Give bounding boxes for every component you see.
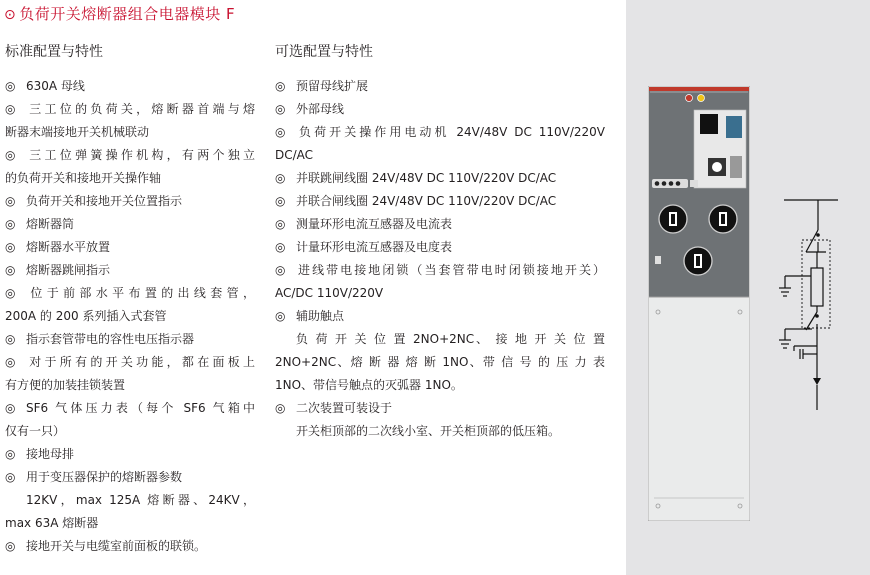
feature-text: 200A 的 200 系列插入式套管 [5, 309, 167, 323]
feature-line [5, 328, 255, 351]
bullet-icon: ◎ [275, 125, 286, 139]
feature-line [275, 190, 605, 213]
bullet-icon: ◎ [5, 332, 16, 346]
feature-line [275, 328, 605, 351]
bullet-icon: ◎ [5, 263, 16, 277]
feature-line [275, 397, 605, 420]
feature-text: 进线带电接地闭锁（当套管带电时闭锁接地开关） [296, 263, 605, 277]
feature-line [275, 121, 605, 144]
feature-text: 并联合闸线圈 24V/48V DC 110V/220V DC/AC [296, 194, 557, 208]
bullet-icon: ◎ [275, 240, 286, 254]
feature-line [5, 420, 255, 443]
bullet-icon: ◎ [275, 401, 286, 415]
feature-text: 外部母线 [296, 102, 345, 116]
feature-text: 接地母排 [26, 447, 75, 461]
feature-text: 接地开关与电缆室前面板的联锁。 [26, 539, 207, 553]
feature-line [5, 98, 255, 121]
feature-text: 负荷开关操作用电动机 24V/48V DC 110V/220V [296, 125, 605, 139]
feature-line [5, 190, 255, 213]
feature-line [5, 282, 255, 305]
bullet-icon: ◎ [5, 194, 16, 208]
feature-text: 位于前部水平布置的出线套管， [26, 286, 255, 300]
feature-text: 负荷开关和接地开关位置指示 [26, 194, 183, 208]
bullet-icon: ◎ [5, 470, 16, 484]
feature-line [5, 443, 255, 466]
feature-text: 630A 母线 [26, 79, 85, 93]
feature-text: SF6 气体压力表（每个 SF6 气箱中 [26, 401, 255, 415]
feature-text: 负 荷 开 关 位 置 2NO+2NC、 接 地 开 关 位 置 [296, 332, 605, 346]
feature-text: 断器末端接地开关机械联动 [5, 125, 150, 139]
feature-text: 12KV，max 125A 熔断器、24KV， [26, 493, 255, 507]
feature-line [5, 351, 255, 374]
feature-line [275, 236, 605, 259]
feature-text: 计量环形电流互感器及电度表 [296, 240, 453, 254]
bullet-icon: ◎ [5, 217, 16, 231]
bullet-icon: ◎ [275, 217, 286, 231]
bullet-icon: ◎ [275, 194, 286, 208]
feature-line [5, 397, 255, 420]
feature-text: 并联跳闸线圈 24V/48V DC 110V/220V DC/AC [296, 171, 557, 185]
bullet-icon: ◎ [275, 79, 286, 93]
bullet-icon: ◎ [5, 79, 16, 93]
single-line-diagram [770, 188, 850, 418]
bullet-icon: ◎ [5, 447, 16, 461]
feature-line [275, 259, 605, 282]
bullet-icon: ◎ [5, 148, 16, 162]
bullet-icon: ◎ [5, 286, 16, 300]
feature-line [275, 144, 605, 167]
standard-features-heading: 标准配置与特性 [5, 44, 103, 60]
optional-features-heading: 可选配置与特性 [275, 44, 373, 60]
feature-line [5, 489, 255, 512]
feature-text: 熔断器水平放置 [26, 240, 111, 254]
bullet-icon: ◎ [5, 102, 16, 116]
feature-text: DC/AC [275, 148, 314, 162]
feature-line [275, 374, 605, 397]
feature-line [5, 121, 255, 144]
switchgear-cabinet-image [648, 86, 750, 521]
bullet-icon: ◎ [5, 355, 16, 369]
feature-text: 三工位的负荷关，熔断器首端与熔 [26, 102, 255, 116]
optional-features-column [275, 41, 605, 443]
feature-text: 的负荷开关和接地开关操作轴 [5, 171, 162, 185]
feature-line [5, 144, 255, 167]
feature-text: 熔断器跳闸指示 [26, 263, 111, 277]
feature-text: 1NO、带信号触点的灭弧器 1NO。 [275, 378, 463, 392]
feature-text: 指示套管带电的容性电压指示器 [26, 332, 195, 346]
feature-line [5, 213, 255, 236]
feature-line [5, 259, 255, 282]
feature-line [275, 305, 605, 328]
feature-text: 开关柜顶部的二次线小室、开关柜顶部的低压箱。 [296, 424, 561, 438]
feature-text: AC/DC 110V/220V [275, 286, 384, 300]
feature-text: 2NO+2NC、熔 断 器 熔 断 1NO、带 信 号 的 压 力 表 [275, 355, 605, 369]
feature-text: 对于所有的开关功能，都在面板上 [26, 355, 255, 369]
page-title [4, 3, 235, 24]
feature-text: 用于变压器保护的熔断器参数 [26, 470, 183, 484]
feature-text: max 63A 熔断器 [5, 516, 99, 530]
bullet-icon: ◎ [275, 102, 286, 116]
bullet-icon: ◎ [5, 240, 16, 254]
feature-line [5, 167, 255, 190]
feature-line [275, 167, 605, 190]
standard-features-column [5, 41, 255, 558]
feature-text: 二次装置可装设于 [296, 401, 393, 415]
feature-line [275, 351, 605, 374]
feature-line [5, 535, 255, 558]
feature-line [275, 282, 605, 305]
feature-line [5, 305, 255, 328]
feature-text: 有方便的加装挂锁装置 [5, 378, 126, 392]
feature-line [5, 236, 255, 259]
feature-text: 辅助触点 [296, 309, 345, 323]
feature-line [275, 75, 605, 98]
bullet-icon: ◎ [275, 171, 286, 185]
feature-text: 测量环形电流互感器及电流表 [296, 217, 453, 231]
feature-line [5, 512, 255, 535]
bullet-icon: ◎ [5, 401, 16, 415]
feature-line [275, 213, 605, 236]
feature-text: 预留母线扩展 [296, 79, 369, 93]
bullet-icon: ◎ [275, 309, 286, 323]
feature-text: 仅有一只） [5, 424, 66, 438]
feature-line [5, 75, 255, 98]
feature-text: 熔断器筒 [26, 217, 75, 231]
feature-text: 三工位弹簧操作机构，有两个独立 [26, 148, 255, 162]
title-text: 负荷开关熔断器组合电器模块 F [19, 5, 236, 23]
feature-line [5, 374, 255, 397]
indicator-lamp-icon [698, 95, 705, 102]
feature-line [275, 420, 605, 443]
feature-line [5, 466, 255, 489]
bullet-icon: ◎ [5, 539, 16, 553]
title-marker-icon: ⊙ [4, 7, 17, 23]
indicator-lamp-icon [686, 95, 693, 102]
feature-line [275, 98, 605, 121]
bullet-icon: ◎ [275, 263, 286, 277]
